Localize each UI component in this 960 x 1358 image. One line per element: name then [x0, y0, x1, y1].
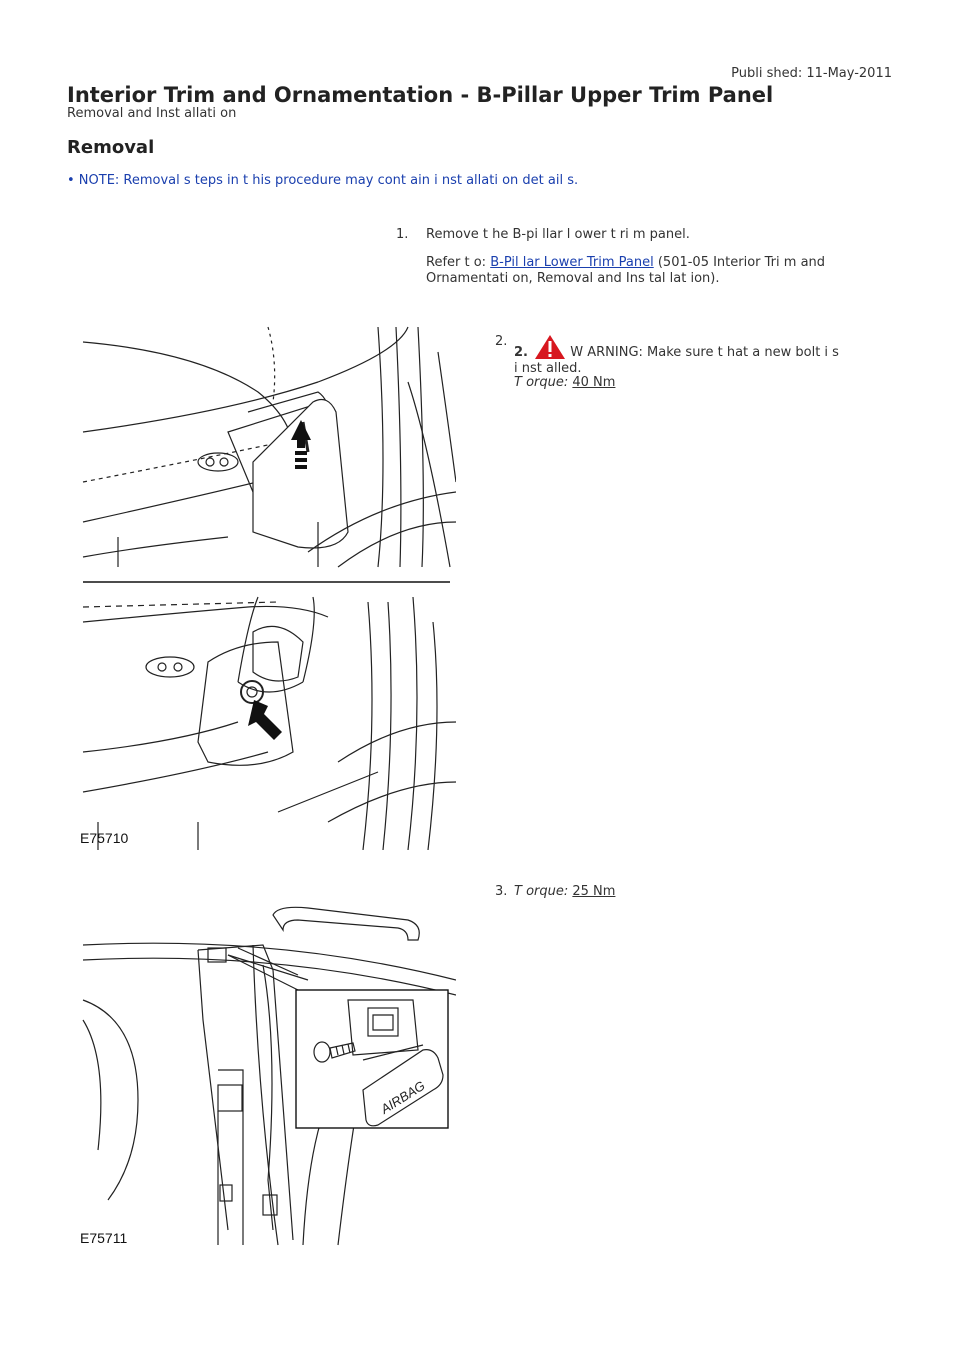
note-text: • NOTE: Removal s teps in t his procedure may cont ain i nst allati on det ail s. — [67, 173, 579, 188]
warning-text-1: W ARNING: Make sure t hat a new bolt i s — [566, 345, 839, 360]
figure-label-e75710: E75710 — [80, 830, 129, 846]
figure-e75710 — [78, 322, 456, 850]
warning-text-2: i nst alled. — [514, 361, 582, 376]
warning-icon — [534, 334, 566, 360]
step-2-number: 2. — [495, 334, 508, 349]
refer-prefix: Refer t o: — [426, 255, 491, 270]
step-2-torque — [514, 375, 615, 391]
step-1-number: 1. — [396, 227, 409, 242]
figure-label-e75711: E75711 — [80, 1230, 128, 1246]
b-pillar-lower-trim-panel-link[interactable]: B-Pil lar Lower Trim Panel — [490, 255, 654, 270]
refer-suffix-2: Ornamentati on, Removal and Ins tal lat ion). — [426, 271, 720, 286]
figure-e75711 — [78, 900, 456, 1248]
step-1-text: Remove t he B-pi llar l ower t ri m panel. — [426, 227, 690, 242]
torque-value: 40 Nm — [572, 375, 616, 390]
torque-label: T orque: — [514, 884, 573, 899]
step-3-number: 3. — [495, 884, 508, 899]
page-title: Interior Trim and Ornamentation - B-Pillar Upper Trim Panel — [67, 83, 774, 107]
section-title: Removal — [67, 137, 155, 158]
refer-suffix-1: (501-05 Interior Tri m and — [653, 255, 826, 270]
step-1-reference — [426, 255, 846, 287]
torque-value: 25 Nm — [572, 884, 616, 899]
warning-number: 2. — [514, 345, 528, 360]
step-2-warning — [514, 334, 854, 377]
published-date: Publi shed: 11-May-2011 — [731, 66, 892, 81]
step-3-torque — [514, 884, 615, 900]
inset-airbag-text: AIRBAG — [377, 1077, 428, 1117]
torque-label: T orque: — [514, 375, 573, 390]
page-subtitle: Removal and Inst allati on — [67, 106, 237, 121]
